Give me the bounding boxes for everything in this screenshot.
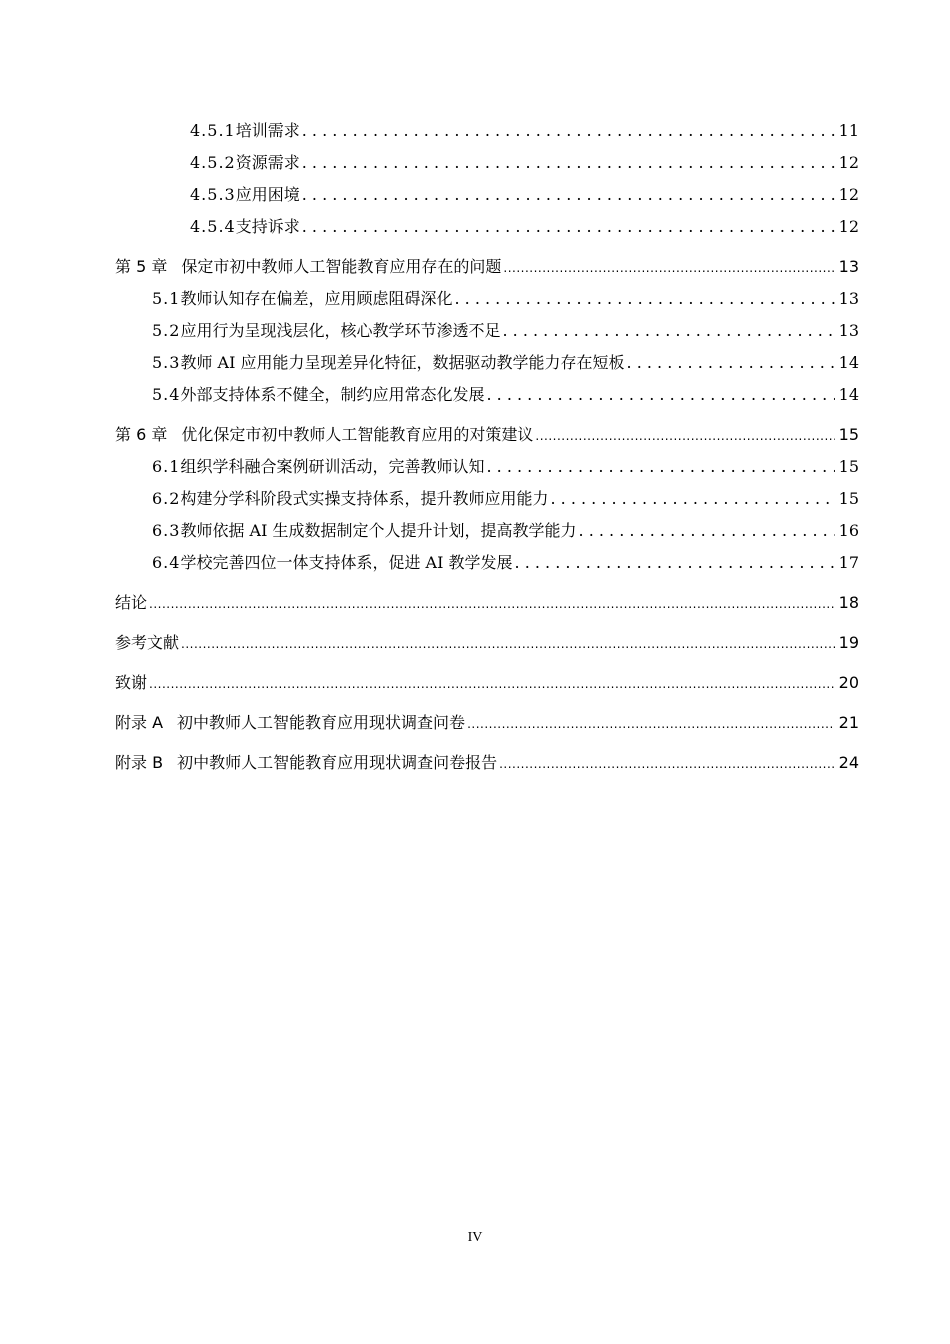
toc-entry-title: 学校完善四位一体支持体系，促进 AI 教学发展 <box>180 553 513 572</box>
toc-entry-number: 5.3 <box>152 353 181 372</box>
toc-entry-number: 6.2 <box>152 489 181 508</box>
toc-entry-number: 4.5.2 <box>190 153 236 172</box>
toc-entry-title: 组织学科融合案例研训活动，完善教师认知 <box>180 457 485 476</box>
dot-leader <box>515 547 835 579</box>
toc-entry-page: 13 <box>838 257 859 276</box>
toc-entry-title: 初中教师人工智能教育应用现状调查问卷 <box>177 713 466 732</box>
toc-entry[interactable] <box>115 515 859 547</box>
toc-entry[interactable] <box>115 419 859 451</box>
toc-entry[interactable] <box>115 483 859 515</box>
toc-entry-page: 13 <box>838 321 859 340</box>
toc-entry-title: 优化保定市初中教师人工智能教育应用的对策建议 <box>181 425 534 444</box>
toc-entry-page: 16 <box>838 521 859 540</box>
toc-entry[interactable] <box>115 707 859 739</box>
toc-entry[interactable] <box>115 179 859 211</box>
toc-entry-page: 15 <box>838 489 859 508</box>
toc-entry-title: 支持诉求 <box>235 217 300 236</box>
dot-leader <box>181 627 835 660</box>
toc-entry[interactable] <box>115 251 859 283</box>
toc-entry-number: 6.4 <box>152 553 181 572</box>
toc-entry-page: 11 <box>838 121 859 140</box>
toc-entry-page: 14 <box>838 385 859 404</box>
toc-entry-number: 5.4 <box>152 385 181 404</box>
toc-entry-title: 构建分学科阶段式实操支持体系，提升教师应用能力 <box>180 489 549 508</box>
toc-entry-title: 初中教师人工智能教育应用现状调查问卷报告 <box>177 753 498 772</box>
toc-entry-number: 5.1 <box>152 289 181 308</box>
dot-leader <box>302 147 835 179</box>
dot-leader <box>149 667 835 700</box>
toc-entry-number: 附录 B <box>115 753 164 772</box>
toc-entry-number: 第 5 章 <box>115 257 168 276</box>
toc-entry-title: 外部支持体系不健全，制约应用常态化发展 <box>180 385 485 404</box>
toc-entry[interactable] <box>115 283 859 315</box>
toc-entry-page: 12 <box>838 217 859 236</box>
dot-leader <box>454 283 834 315</box>
toc-entry-number: 5.2 <box>152 321 181 340</box>
dot-leader <box>579 515 835 547</box>
toc-entry[interactable] <box>115 627 859 659</box>
toc-entry[interactable] <box>115 587 859 619</box>
dot-leader <box>486 379 834 411</box>
toc-entry-number: 6.1 <box>152 457 181 476</box>
toc-entry-title: 应用行为呈现浅层化，核心教学环节渗透不足 <box>180 321 501 340</box>
toc-entry[interactable] <box>115 451 859 483</box>
toc-entry[interactable] <box>115 315 859 347</box>
dot-leader <box>149 587 835 620</box>
toc-entry-number: 4.5.4 <box>190 217 236 236</box>
toc-entry[interactable] <box>115 547 859 579</box>
toc-entry[interactable] <box>115 211 859 243</box>
toc-entry-title: 资源需求 <box>235 153 300 172</box>
dot-leader <box>502 315 834 347</box>
toc-entry[interactable] <box>115 147 859 179</box>
toc-entry-number: 4.5.1 <box>190 121 236 140</box>
page-number-footer: IV <box>467 1230 483 1245</box>
toc-entry-title: 致谢 <box>115 673 148 692</box>
toc-entry-page: 12 <box>838 185 859 204</box>
dot-leader <box>499 747 835 780</box>
toc-entry-page: 18 <box>838 593 859 612</box>
dot-leader <box>486 451 834 483</box>
toc-entry-page: 15 <box>838 425 859 444</box>
toc-entry-number: 第 6 章 <box>115 425 168 444</box>
toc-entry-page: 24 <box>838 753 859 772</box>
toc-entry-page: 21 <box>838 713 859 732</box>
toc-entry-title: 应用困境 <box>235 185 300 204</box>
dot-leader <box>550 483 834 515</box>
toc-entry-page: 14 <box>838 353 859 372</box>
toc-entry[interactable] <box>115 115 859 147</box>
toc-entry-page: 12 <box>838 153 859 172</box>
dot-leader <box>627 347 835 379</box>
toc-entry-page: 20 <box>838 673 859 692</box>
toc-entry-number: 附录 A <box>115 713 164 732</box>
toc-entry-page: 15 <box>838 457 859 476</box>
toc-entry[interactable] <box>115 379 859 411</box>
toc-entry-title: 结论 <box>115 593 148 612</box>
dot-leader <box>302 211 835 243</box>
toc-entry-page: 17 <box>838 553 859 572</box>
toc-entry[interactable] <box>115 667 859 699</box>
toc-entry-page: 13 <box>838 289 859 308</box>
toc-entry-title: 参考文献 <box>115 633 180 652</box>
toc-entry[interactable] <box>115 747 859 779</box>
toc-entry-number: 4.5.3 <box>190 185 236 204</box>
toc-entry-title: 教师依据 AI 生成数据制定个人提升计划，提高教学能力 <box>180 521 577 540</box>
dot-leader <box>467 707 835 740</box>
dot-leader <box>535 419 834 452</box>
toc-entry-title: 教师认知存在偏差，应用顾虑阻碍深化 <box>180 289 453 308</box>
toc-entry[interactable] <box>115 347 859 379</box>
table-of-contents <box>115 115 859 779</box>
dot-leader <box>302 115 835 147</box>
toc-entry-title: 保定市初中教师人工智能教育应用存在的问题 <box>181 257 502 276</box>
toc-entry-title: 教师 AI 应用能力呈现差异化特征，数据驱动教学能力存在短板 <box>180 353 625 372</box>
toc-entry-title: 培训需求 <box>235 121 300 140</box>
dot-leader <box>302 179 835 211</box>
dot-leader <box>503 251 834 284</box>
toc-entry-number: 6.3 <box>152 521 181 540</box>
toc-entry-page: 19 <box>838 633 859 652</box>
